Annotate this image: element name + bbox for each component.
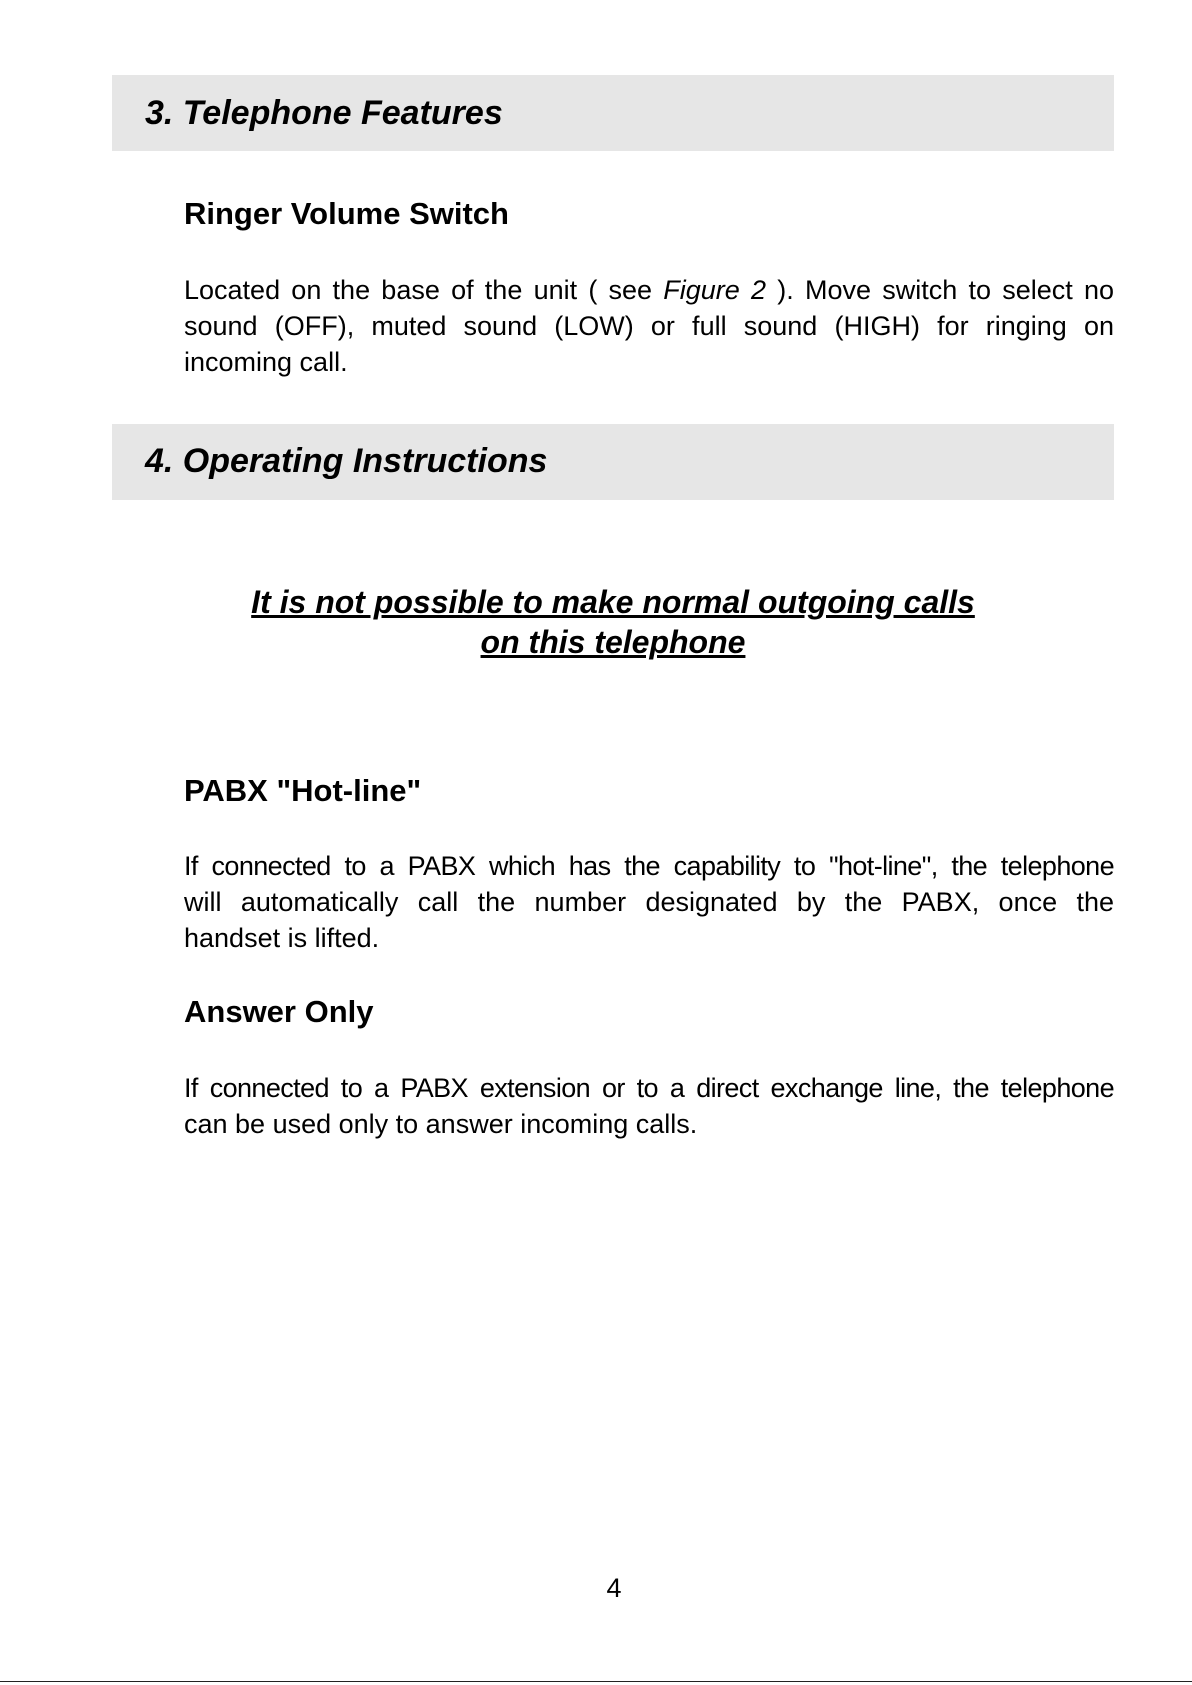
pabx-hotline-line-2: will automatically call the number designated by the PABX, once the (184, 887, 1114, 917)
answer-only-line-2: can be used only to answer incoming calls. (184, 1109, 698, 1139)
notice-line-2: on this telephone (480, 624, 746, 660)
page-number: 4 (606, 1573, 622, 1603)
ringer-volume-paragraph (184, 272, 1114, 380)
bottom-rule (0, 1681, 1192, 1682)
section-3-title: 3. Telephone Features (145, 94, 503, 132)
ringer-volume-line-1: Located on the base of the unit ( see Figure 2 ). Move switch to select no (184, 275, 1114, 305)
ringer-volume-line-3: incoming call. (184, 347, 348, 377)
figure-reference: Figure 2 (663, 275, 767, 305)
pabx-hotline-heading: PABX "Hot-line" (184, 773, 422, 808)
ringer-volume-heading: Ringer Volume Switch (184, 196, 509, 231)
answer-only-paragraph (184, 1070, 1114, 1142)
pabx-hotline-line-1: If connected to a PABX which has the capability to "hot-line", the telephone (184, 851, 1114, 881)
outgoing-calls-notice (112, 582, 1114, 662)
notice-line-1: It is not possible to make normal outgoing calls (251, 584, 975, 620)
pabx-hotline-paragraph (184, 848, 1114, 956)
section-4-title: 4. Operating Instructions (145, 442, 548, 480)
pabx-hotline-line-3: handset is lifted. (184, 923, 380, 953)
answer-only-heading: Answer Only (184, 994, 374, 1029)
answer-only-line-1: If connected to a PABX extension or to a direct exchange line, the telephone (184, 1073, 1114, 1103)
ringer-volume-line-2: sound (OFF), muted sound (LOW) or full sound (HIGH) for ringing on (184, 311, 1114, 341)
